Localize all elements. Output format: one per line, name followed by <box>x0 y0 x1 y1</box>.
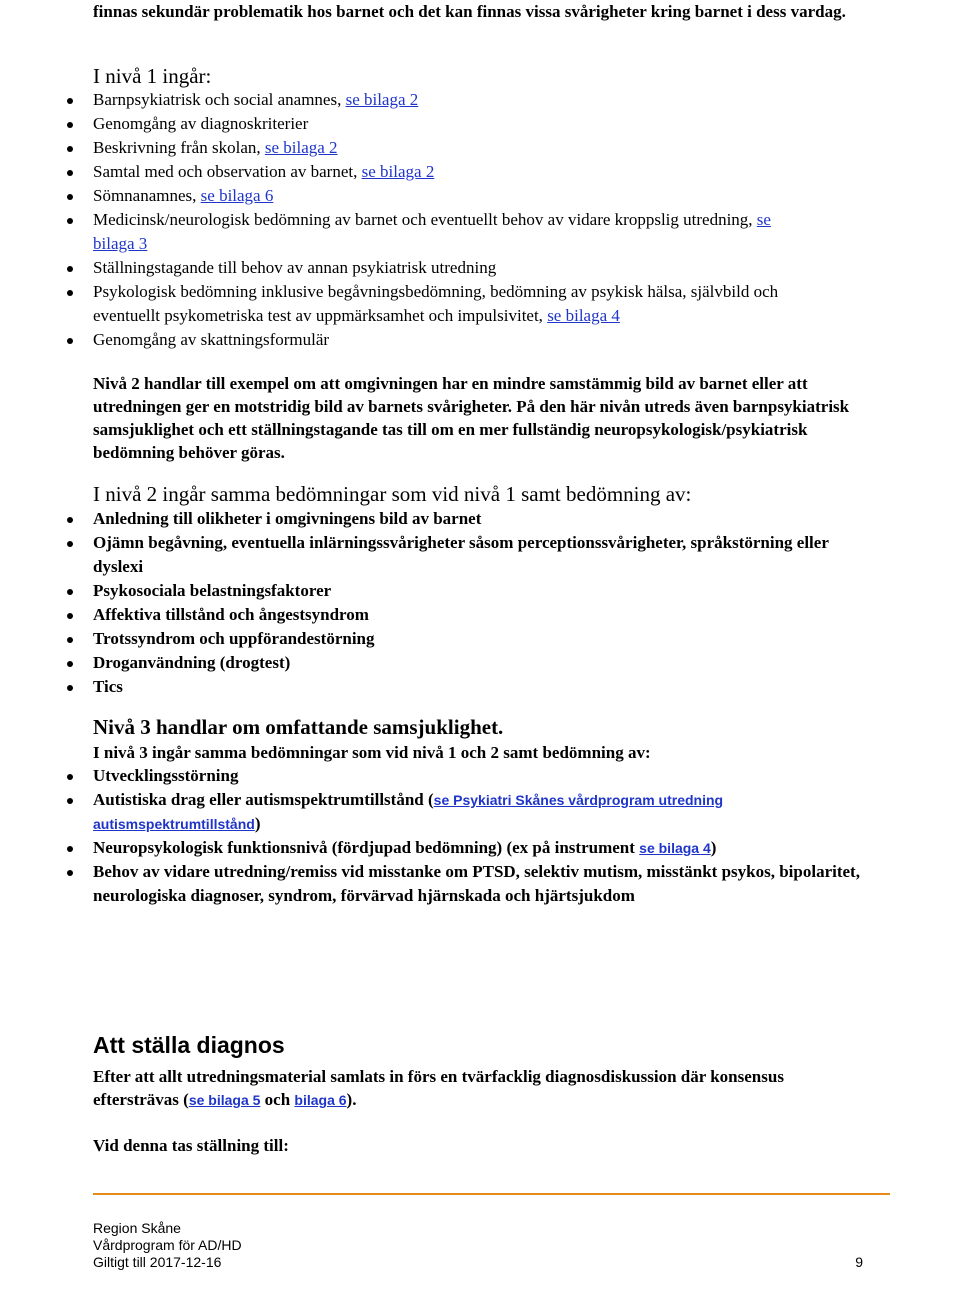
level1-item: Genomgång av skattningsformulär <box>34 328 883 352</box>
level2-item: Tics <box>34 675 844 699</box>
level2-item: Ojämn begåvning, eventuella inlärningssvårigheter såsom perceptionssvårigheter, språkstörning eller dyslexi <box>34 531 844 579</box>
level3-item: Autistiska drag eller autismspektrumtillstånd (se Psykiatri Skånes vårdprogram utredning autismspektrumtillstånd) <box>34 788 793 836</box>
level2-item: Droganvändning (drogtest) <box>34 651 844 675</box>
diagnos-heading: Att ställa diagnos <box>93 1032 285 1058</box>
level2-item: Psykosociala belastningsfaktorer <box>34 579 844 603</box>
bilaga-link[interactable]: se bilaga 2 <box>345 90 419 109</box>
level3-list <box>34 764 883 908</box>
level3-title: Nivå 3 handlar om omfattande samsjuklighet. <box>93 715 504 739</box>
level3-item: Behov av vidare utredning/remiss vid misstanke om PTSD, selektiv mutism, misstänkt psykos, bipolaritet, neurologiska diagnoser, syndrom, förvärvad hjärnskada och hjärtsjukdom <box>34 860 868 908</box>
level1-item: Psykologisk bedömning inklusive begåvningsbedömning, bedömning av psykisk hälsa, självbild och eventuellt psykometriska test av uppmärksamhet och impulsivitet, se bilaga 4 <box>34 280 823 328</box>
level3-item: Neuropsykologisk funktionsnivå (fördjupad bedömning) (ex på instrument se bilaga 4) <box>34 836 883 860</box>
level1-heading: I nivå 1 ingår: <box>93 64 212 88</box>
level1-item: Ställningstagande till behov av annan psykiatrisk utredning <box>34 256 883 280</box>
level2-list <box>34 507 844 699</box>
footer-org: Region Skåne <box>93 1220 181 1236</box>
bilaga-link[interactable]: bilaga 6 <box>294 1092 347 1108</box>
level2-heading: I nivå 2 ingår samma bedömningar som vid nivå 1 samt bedömning av: <box>93 482 692 506</box>
vardprogram-link[interactable]: se Psykiatri Skånes vårdprogram utredning autismspektrumtillstånd <box>93 792 724 832</box>
level1-item: Barnpsykiatrisk och social anamnes, se bilaga 2 <box>34 88 883 112</box>
page-number: 9 <box>855 1254 863 1270</box>
footer-valid: Giltigt till 2017-12-16 <box>93 1254 222 1270</box>
level3-item: Utvecklingsstörning <box>34 764 883 788</box>
bilaga-link[interactable]: se bilaga 4 <box>639 840 711 856</box>
level1-item: Medicinsk/neurologisk bedömning av barnet och eventuellt behov av vidare kroppslig utredning, se bilaga 3 <box>34 208 793 256</box>
level1-item: Samtal med och observation av barnet, se bilaga 2 <box>34 160 883 184</box>
level3-intro: I nivå 3 ingår samma bedömningar som vid nivå 1 och 2 samt bedömning av: <box>93 743 651 762</box>
footer-program: Vårdprogram för AD/HD <box>93 1237 242 1253</box>
footer-rule <box>93 1193 890 1195</box>
bilaga-link[interactable]: se bilaga 4 <box>547 306 620 325</box>
level1-item: Beskrivning från skolan, se bilaga 2 <box>34 136 883 160</box>
level1-list <box>34 88 883 352</box>
diagnos-paragraph: Efter att allt utredningsmaterial samlats in förs en tvärfacklig diagnosdiskussion där konsensus eftersträvas (se bilaga 5 och bilaga 6). <box>93 1067 784 1109</box>
bilaga-link[interactable]: se bilaga 3 <box>93 210 771 253</box>
level2-description: Nivå 2 handlar till exempel om att omgivningen har en mindre samstämmig bild av barnet eller att utredningen ger en motstridig bild av barnets svårigheter. På den här nivån utreds även barnpsykiatrisk samsjuklighet och ett ställningstagande tas till om en mer fullständig neuropsykologisk/psykiatrisk bedömning behöver göras. <box>93 374 850 462</box>
bilaga-link[interactable]: se bilaga 2 <box>361 162 435 181</box>
footer <box>93 1220 890 1271</box>
level2-item: Affektiva tillstånd och ångestsyndrom <box>34 603 844 627</box>
intro-paragraph: finnas sekundär problematik hos barnet och det kan finnas vissa svårigheter kring barnet i dess vardag. <box>93 2 846 21</box>
diagnos-followup: Vid denna tas ställning till: <box>93 1136 289 1155</box>
bilaga-link[interactable]: se bilaga 2 <box>264 138 338 157</box>
level1-item: Sömnanamnes, se bilaga 6 <box>34 184 883 208</box>
level2-item: Trotssyndrom och uppförandestörning <box>34 627 844 651</box>
bilaga-link[interactable]: se bilaga 5 <box>188 1092 261 1108</box>
level2-item: Anledning till olikheter i omgivningens bild av barnet <box>34 507 844 531</box>
bilaga-link[interactable]: se bilaga 6 <box>200 186 274 205</box>
level1-item: Genomgång av diagnoskriterier <box>34 112 883 136</box>
